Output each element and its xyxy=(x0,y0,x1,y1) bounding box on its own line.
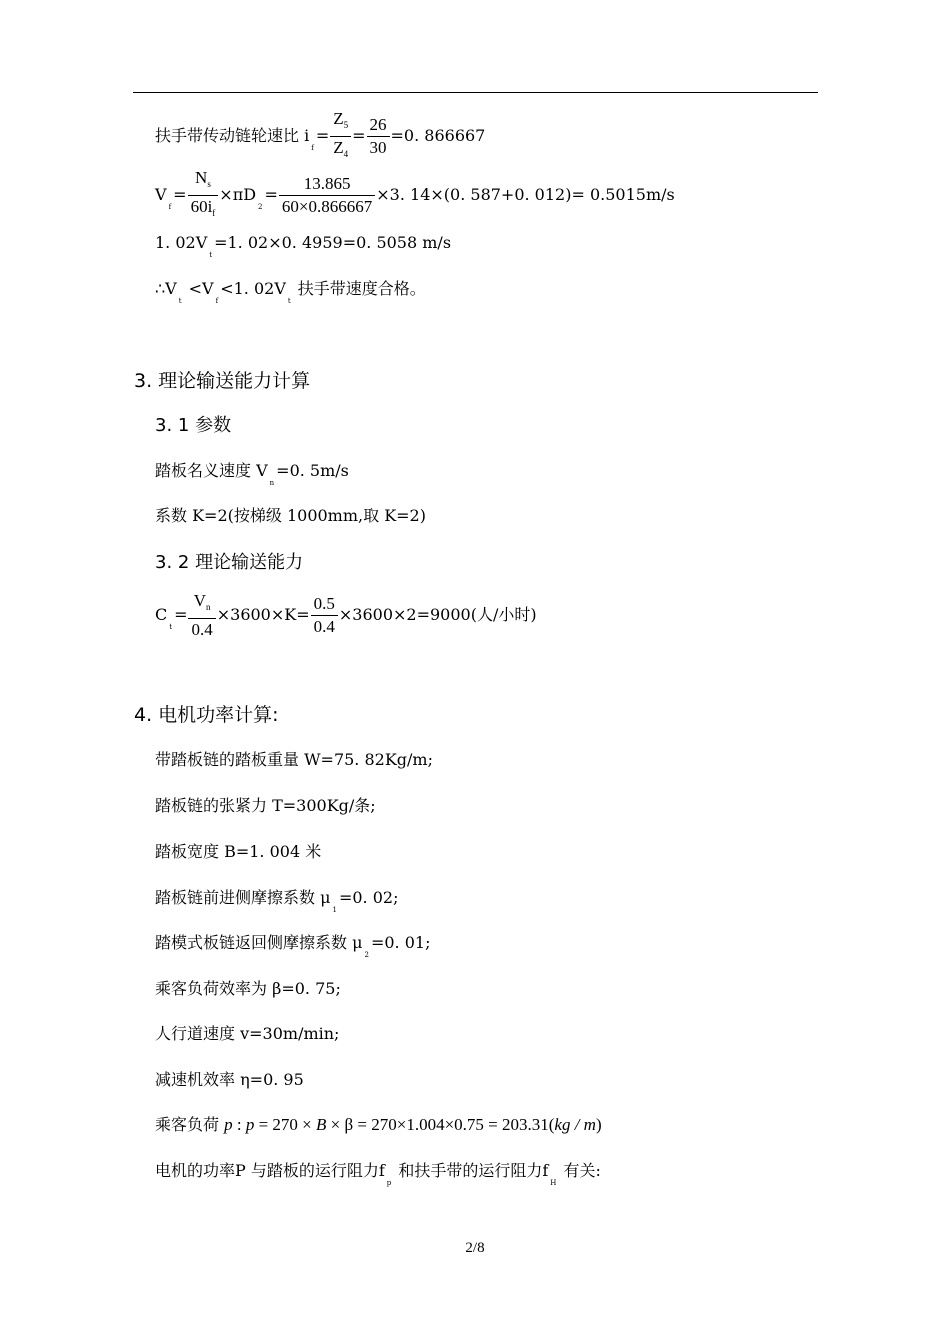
fraction-z xyxy=(330,108,351,165)
page-number: 2/8 xyxy=(465,1240,485,1256)
vf-formula-line xyxy=(155,167,675,224)
text: 电机的功率P 与踏板的运行阻力f xyxy=(155,1161,385,1180)
param-mu1 xyxy=(155,888,398,920)
text: 扶手带速度合格。 xyxy=(292,279,426,298)
subscript: 5 xyxy=(343,120,349,130)
subscript: t xyxy=(209,251,213,259)
param-beta: 乘客负荷效率为 β=0. 75; xyxy=(155,979,341,998)
conclusion-line xyxy=(155,279,426,311)
subscript: n xyxy=(206,602,211,612)
param-mu2 xyxy=(155,933,430,965)
subscript: 1 xyxy=(332,906,337,914)
denominator: 0.4 xyxy=(191,620,213,639)
vn: V xyxy=(193,591,206,610)
text: =0. 5m/s xyxy=(276,461,349,480)
var-p: p xyxy=(224,1115,233,1134)
text: 有关: xyxy=(558,1161,601,1180)
subscript: 2 xyxy=(258,203,263,211)
section-3-2-title: 3. 2 理论输送能力 xyxy=(155,552,304,573)
fraction-ns xyxy=(188,167,219,224)
text: = 270 × xyxy=(254,1115,317,1134)
text: × β = 270×1.004×0.75 = 203.31( xyxy=(326,1115,555,1134)
section-3-title: 3. 理论输送能力计算 xyxy=(134,370,311,392)
param-tension: 踏板链的张紧力 T=300Kg/条; xyxy=(155,796,376,815)
subscript: 2 xyxy=(364,951,369,959)
subscript: t xyxy=(178,297,182,305)
text: ×3600×K= xyxy=(216,605,310,624)
denominator: 60×0.866667 xyxy=(281,197,373,216)
var-p: p xyxy=(245,1115,255,1134)
numerator: 13.865 xyxy=(279,173,375,196)
passenger-load-line xyxy=(155,1115,602,1135)
subscript: s xyxy=(207,179,211,189)
denominator: 30 xyxy=(369,138,387,157)
header-rule xyxy=(133,92,818,93)
subscript: t xyxy=(169,623,173,631)
fraction-05 xyxy=(311,593,338,638)
z4: Z xyxy=(333,138,344,157)
ratio-result: =0. 866667 xyxy=(390,126,486,145)
ratio-label: 扶手带传动链轮速比 i xyxy=(155,126,310,145)
text: 踏板链前进侧摩擦系数 μ xyxy=(155,888,331,907)
text: ×3600×2=9000(人/小时) xyxy=(338,605,537,624)
equals: = xyxy=(352,126,366,145)
denominator: 0.4 xyxy=(313,617,335,636)
pi-d: ×πD xyxy=(219,185,257,204)
equals: = xyxy=(315,126,330,145)
subscript: n xyxy=(269,479,275,487)
equals: = xyxy=(264,185,278,204)
var-b: B xyxy=(316,1115,327,1134)
handrail-ratio-line xyxy=(155,108,485,165)
text: : xyxy=(232,1115,246,1134)
param-eta: 减速机效率 η=0. 95 xyxy=(155,1070,304,1089)
text: C xyxy=(155,605,168,624)
text: =0. 02; xyxy=(338,888,399,907)
section-3-1-title: 3. 1 参数 xyxy=(155,415,232,436)
text: <1. 02V xyxy=(220,279,286,298)
param-weight: 带踏板链的踏板重量 W=75. 82Kg/m; xyxy=(155,750,433,769)
text: 1. 02V xyxy=(155,233,208,252)
numerator: 26 xyxy=(367,114,390,137)
subscript: H xyxy=(550,1179,557,1187)
subscript: f xyxy=(168,203,172,211)
capacity-formula-line xyxy=(155,590,537,641)
ns: N xyxy=(195,168,208,187)
unit: kg / m xyxy=(554,1115,596,1134)
z5: Z xyxy=(333,109,344,128)
section-4-title: 4. 电机功率计算: xyxy=(134,704,279,726)
equals: = xyxy=(174,605,188,624)
param-width: 踏板宽度 B=1. 004 米 xyxy=(155,842,322,861)
text: ) xyxy=(595,1115,602,1134)
text: 踏板名义速度 V xyxy=(155,461,268,480)
text: 乘客负荷 xyxy=(155,1115,225,1134)
param-speed: 人行道速度 v=30m/min; xyxy=(155,1024,340,1043)
fraction-vn xyxy=(188,590,215,641)
equals: = xyxy=(173,185,187,204)
coefficient-line: 系数 K=2(按梯级 1000mm,取 K=2) xyxy=(155,506,426,525)
text: <V xyxy=(183,279,214,298)
den: 60i xyxy=(190,197,213,216)
vf-result: ×3. 14×(0. 587+0. 012)= 0.5015m/s xyxy=(376,185,675,204)
subscript: f xyxy=(311,144,314,152)
fraction-13865 xyxy=(279,173,375,218)
subscript: f xyxy=(215,297,219,305)
text: 踏模式板链返回侧摩擦系数 μ xyxy=(155,933,363,952)
fraction-26-30 xyxy=(367,114,390,159)
step-speed-line xyxy=(155,461,349,493)
text: =1. 02×0. 4959=0. 5058 m/s xyxy=(214,233,452,252)
power-relation-line xyxy=(155,1161,601,1193)
vt-line xyxy=(155,233,451,265)
text: =0. 01; xyxy=(370,933,431,952)
subscript: 4 xyxy=(343,149,349,159)
subscript: p xyxy=(386,1179,392,1187)
subscript: f xyxy=(212,208,216,218)
subscript: t xyxy=(287,297,291,305)
text: 和扶手带的运行阻力f xyxy=(393,1161,549,1180)
v-symbol: V xyxy=(155,185,167,204)
numerator: 0.5 xyxy=(311,593,338,616)
text: ∴V xyxy=(155,279,177,298)
